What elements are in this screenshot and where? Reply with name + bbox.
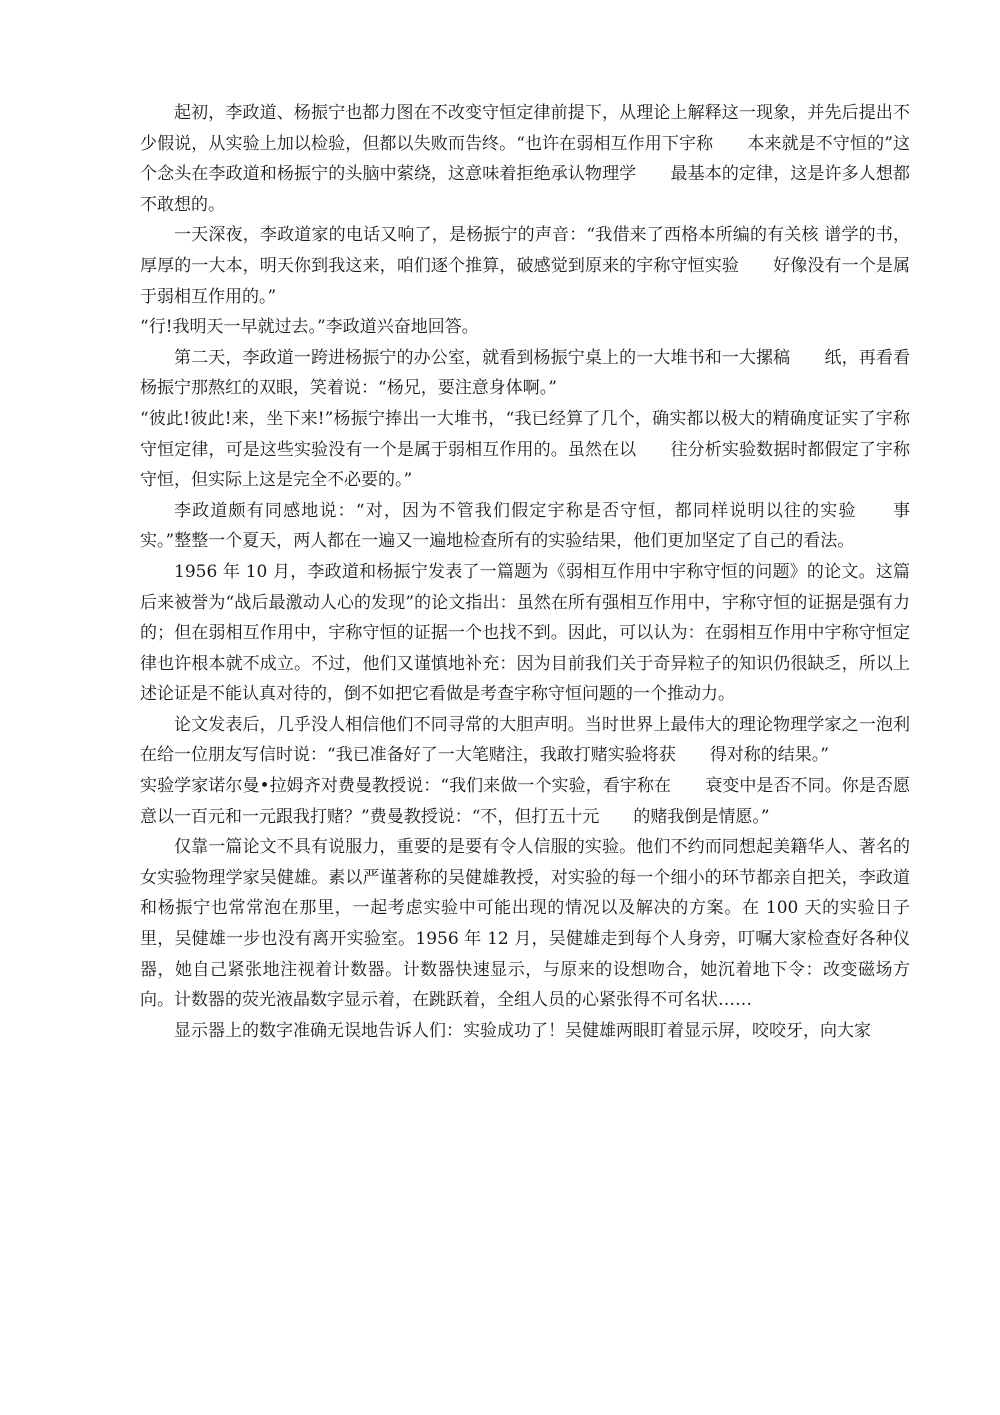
paragraph-1: 起初，李政道、杨振宁也都力图在不改变守恒定律前提下，从理论上解释这一现象，并先后提出不少假说，从实验上加以检验，但都以失败而告终。“也许在弱相互作用下宇称 本来就是不守恒的”这个念头在李政道和杨振宁的头脑中萦绕，这意味着拒绝承认物理学 最基本的定律，这是许多人想都不敢想的。 [140, 103, 910, 215]
paragraph-10: 仅靠一篇论文不具有说服力，重要的是要有令人信服的实验。他们不约而同想起美籍华人、著名的女实验物理学家吴健雄。素以严谨著称的吴健雄教授，对实验的每一个细小的环节都亲自把关，李政道和杨振宁也常常泡在那里，一起考虑实验中可能出现的情况以及解决的方案。在 100 天的实验日子里，吴健雄一步也没有离开实验室。1956 年 12 月，吴健雄走到每个人身旁，叮嘱大家检查好各种仪器，她自己紧张地注视着计数器。计数器快速显示，与原来的设想吻合，她沉着地下令：改变磁场方向。计数器的荧光液晶数字显示着，在跳跃着，全组人员的心紧张得不可名状…… [140, 837, 910, 1011]
paragraph-5: “彼此!彼此!来，坐下来!”杨振宁捧出一大堆书，“我已经算了几个，确实都以极大的精确度证实了宇称守恒定律，可是这些实验没有一个是属于弱相互作用的。虽然在以 往分析实验数据时都假定了宇称守恒，但实际上这是完全不必要的。” [140, 408, 910, 491]
paragraph-9: 实验学家诺尔曼•拉姆齐对费曼教授说：“我们来做一个实验，看宇称在 衰变中是否不同。你是否愿意以一百元和一元跟我打赌？”费曼教授说：“不，但打五十元 的赌我倒是情愿。” [140, 776, 910, 827]
paragraph-3: “行!我明天一早就过去。”李政道兴奋地回答。 [140, 317, 479, 338]
document-body [140, 98, 910, 1046]
paragraph-8: 论文发表后，几乎没人相信他们不同寻常的大胆声明。当时世界上最伟大的理论物理学家之一泡利在给一位朋友写信时说：“我已准备好了一大笔赌注，我敢打赌实验将获 得对称的结果。” [140, 714, 910, 766]
paragraph-6: 李政道颇有同感地说：“对，因为不管我们假定宇称是否守恒，都同样说明以往的实验 事实。”整整一个夏天，两人都在一遍又一遍地检查所有的实验结果，他们更加坚定了自己的看法。 [140, 500, 910, 552]
paragraph-7: 1956 年 10 月，李政道和杨振宁发表了一篇题为《弱相互作用中宇称守恒的问题》的论文。这篇后来被誉为“战后最激动人心的发现”的论文指出：虽然在所有强相互作用中，宇称守恒的证据是强有力的；但在弱相互作用中，宇称守恒的证据一个也找不到。因此，可以认为：在弱相互作用中宇称守恒定律也许根本就不成立。不过，他们又谨慎地补充：因为目前我们关于奇异粒子的知识仍很缺乏，所以上述论证是不能认真对待的，倒不如把它看做是考查宇称守恒问题的一个推动力。 [140, 561, 910, 705]
paragraph-11: 显示器上的数字准确无误地告诉人们：实验成功了！吴健雄两眼盯着显示屏，咬咬牙，向大家 [174, 1020, 871, 1041]
paragraph-4: 第二天，李政道一跨进杨振宁的办公室，就看到杨振宁桌上的一大堆书和一大摞稿 纸，再看看杨振宁那熬红的双眼，笑着说：“杨兄，要注意身体啊。” [140, 347, 910, 399]
paragraph-2: 一天深夜，李政道家的电话又响了，是杨振宁的声音：“我借来了西格本所编的有关核 谱学的书，厚厚的一大本，明天你到我这来，咱们逐个推算，破感觉到原来的宇称守恒实验 好像没有一个是属于弱相互作用的。” [140, 225, 910, 307]
